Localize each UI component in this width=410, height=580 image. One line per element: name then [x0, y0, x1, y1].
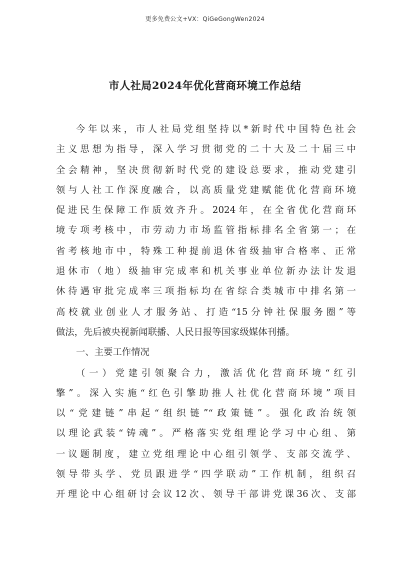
body-line: 休待遇审批完成率三项指标均在省综合类城市中排名第一: [56, 286, 356, 298]
body-line: 主义思想为指导，深入学习贯彻党的二十大及二十届三中: [56, 144, 356, 156]
body-line: 退休市（地）级抽审完成率和机关事业单位新办法计发退: [56, 266, 356, 278]
body-line: 一议题制度，建立党组理论中心组引领学、支部交流学、: [56, 448, 356, 460]
header-note: 更多免费公文+VX：QiGeGongWen2024: [145, 16, 265, 23]
body-line: 领导带头学、党员跟进学“四学联动”工作机制，组织召: [56, 469, 356, 481]
body-line: 今年以来，市人社局党组坚持以*新时代中国特色社会: [76, 124, 356, 135]
document-body: [56, 120, 356, 506]
body-line: 省考核地市中，特殊工种提前退休省级抽审合格率、正常: [56, 245, 356, 257]
body-line: 以“党建链”串起“组织链”“政策链”。强化政治统领: [56, 408, 356, 420]
body-line: 高校就业创业人才服务站、打造“15分钟社保服务圈”等: [56, 306, 356, 318]
body-line: 促进民生保障工作质效齐升。2024年，在全省优化营商环: [56, 205, 356, 217]
body-line: 领与人社工作深度融合，以高质量党建赋能优化营商环境: [56, 184, 356, 196]
body-line: 开理论中心组研讨会议12次、领导干部讲党课36次、支部: [56, 489, 356, 501]
body-line: （一）党建引领聚合力，激活优化营商环境“红引: [76, 367, 356, 379]
body-line: 境专项考核中，市劳动力市场监管指标排名全省第一；在: [56, 225, 356, 237]
body-line: 擎”。深入实施“红色引擎助推人社优化营商环境”项目: [56, 387, 356, 399]
body-line: 全会精神，坚决贯彻新时代党的建设总要求，推动党建引: [56, 164, 356, 176]
body-line: 以理论武装“铸魂”。严格落实党组理论学习中心组、第: [56, 428, 356, 440]
document-title: 市人社局2024年优化营商环境工作总结: [108, 80, 302, 92]
body-line: 做法，先后被央视新闻联播、人民日报等国家级媒体刊播。: [56, 326, 295, 338]
body-line: 一、主要工作情况: [76, 347, 150, 359]
